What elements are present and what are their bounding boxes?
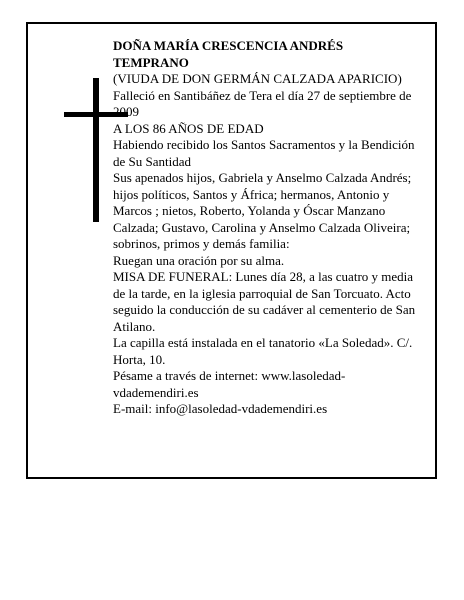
family-list: Sus apenados hijos, Gabriela y Anselmo Calzada Andrés; hijos políticos, Santos y África; hermanos, Antonio y Marcos ; nietos, Roberto, Yolanda y Óscar Manzano Calzada; Gustavo, Carolina y Anselmo Calzada Oliveira; sobrinos, primos y demás familia: — [113, 170, 412, 251]
contact-email: E-mail: info@lasoledad-vdademendiri.es — [113, 401, 328, 416]
prayer-request: Ruegan una oración por su alma. — [113, 252, 285, 268]
widow-of: (VIUDA DE DON GERMÁN CALZADA APARICIO) — [113, 71, 402, 86]
cross-vertical-bar — [93, 78, 99, 222]
funeral-mass: MISA DE FUNERAL: Lunes día 28, a las cuatro y media de la tarde, en la iglesia parroquial de San Torcuato. Acto seguido la conducción de su cadáver al cementerio de San Atilano. — [113, 269, 416, 334]
age-statement: A LOS 86 AÑOS DE EDAD — [113, 120, 264, 136]
deceased-name-line2: TEMPRANO — [113, 54, 189, 70]
chapel-location: La capilla está instalada en el tanatorio «La Soledad». C/. Horta, 10. — [113, 335, 413, 367]
condolences-web: Pésame a través de internet: www.lasoledad-vdademendiri.es — [113, 368, 346, 400]
death-statement: Falleció en Santibáñez de Tera el día 27 de septiembre de 2009 — [113, 87, 412, 119]
deceased-name — [113, 38, 427, 71]
notice-text — [113, 38, 427, 418]
deceased-name-line1: DOÑA MARÍA CRESCENCIA ANDRÉS — [113, 38, 344, 53]
sacraments-statement: Habiendo recibido los Santos Sacramentos y la Bendición de Su Santidad — [113, 137, 415, 169]
